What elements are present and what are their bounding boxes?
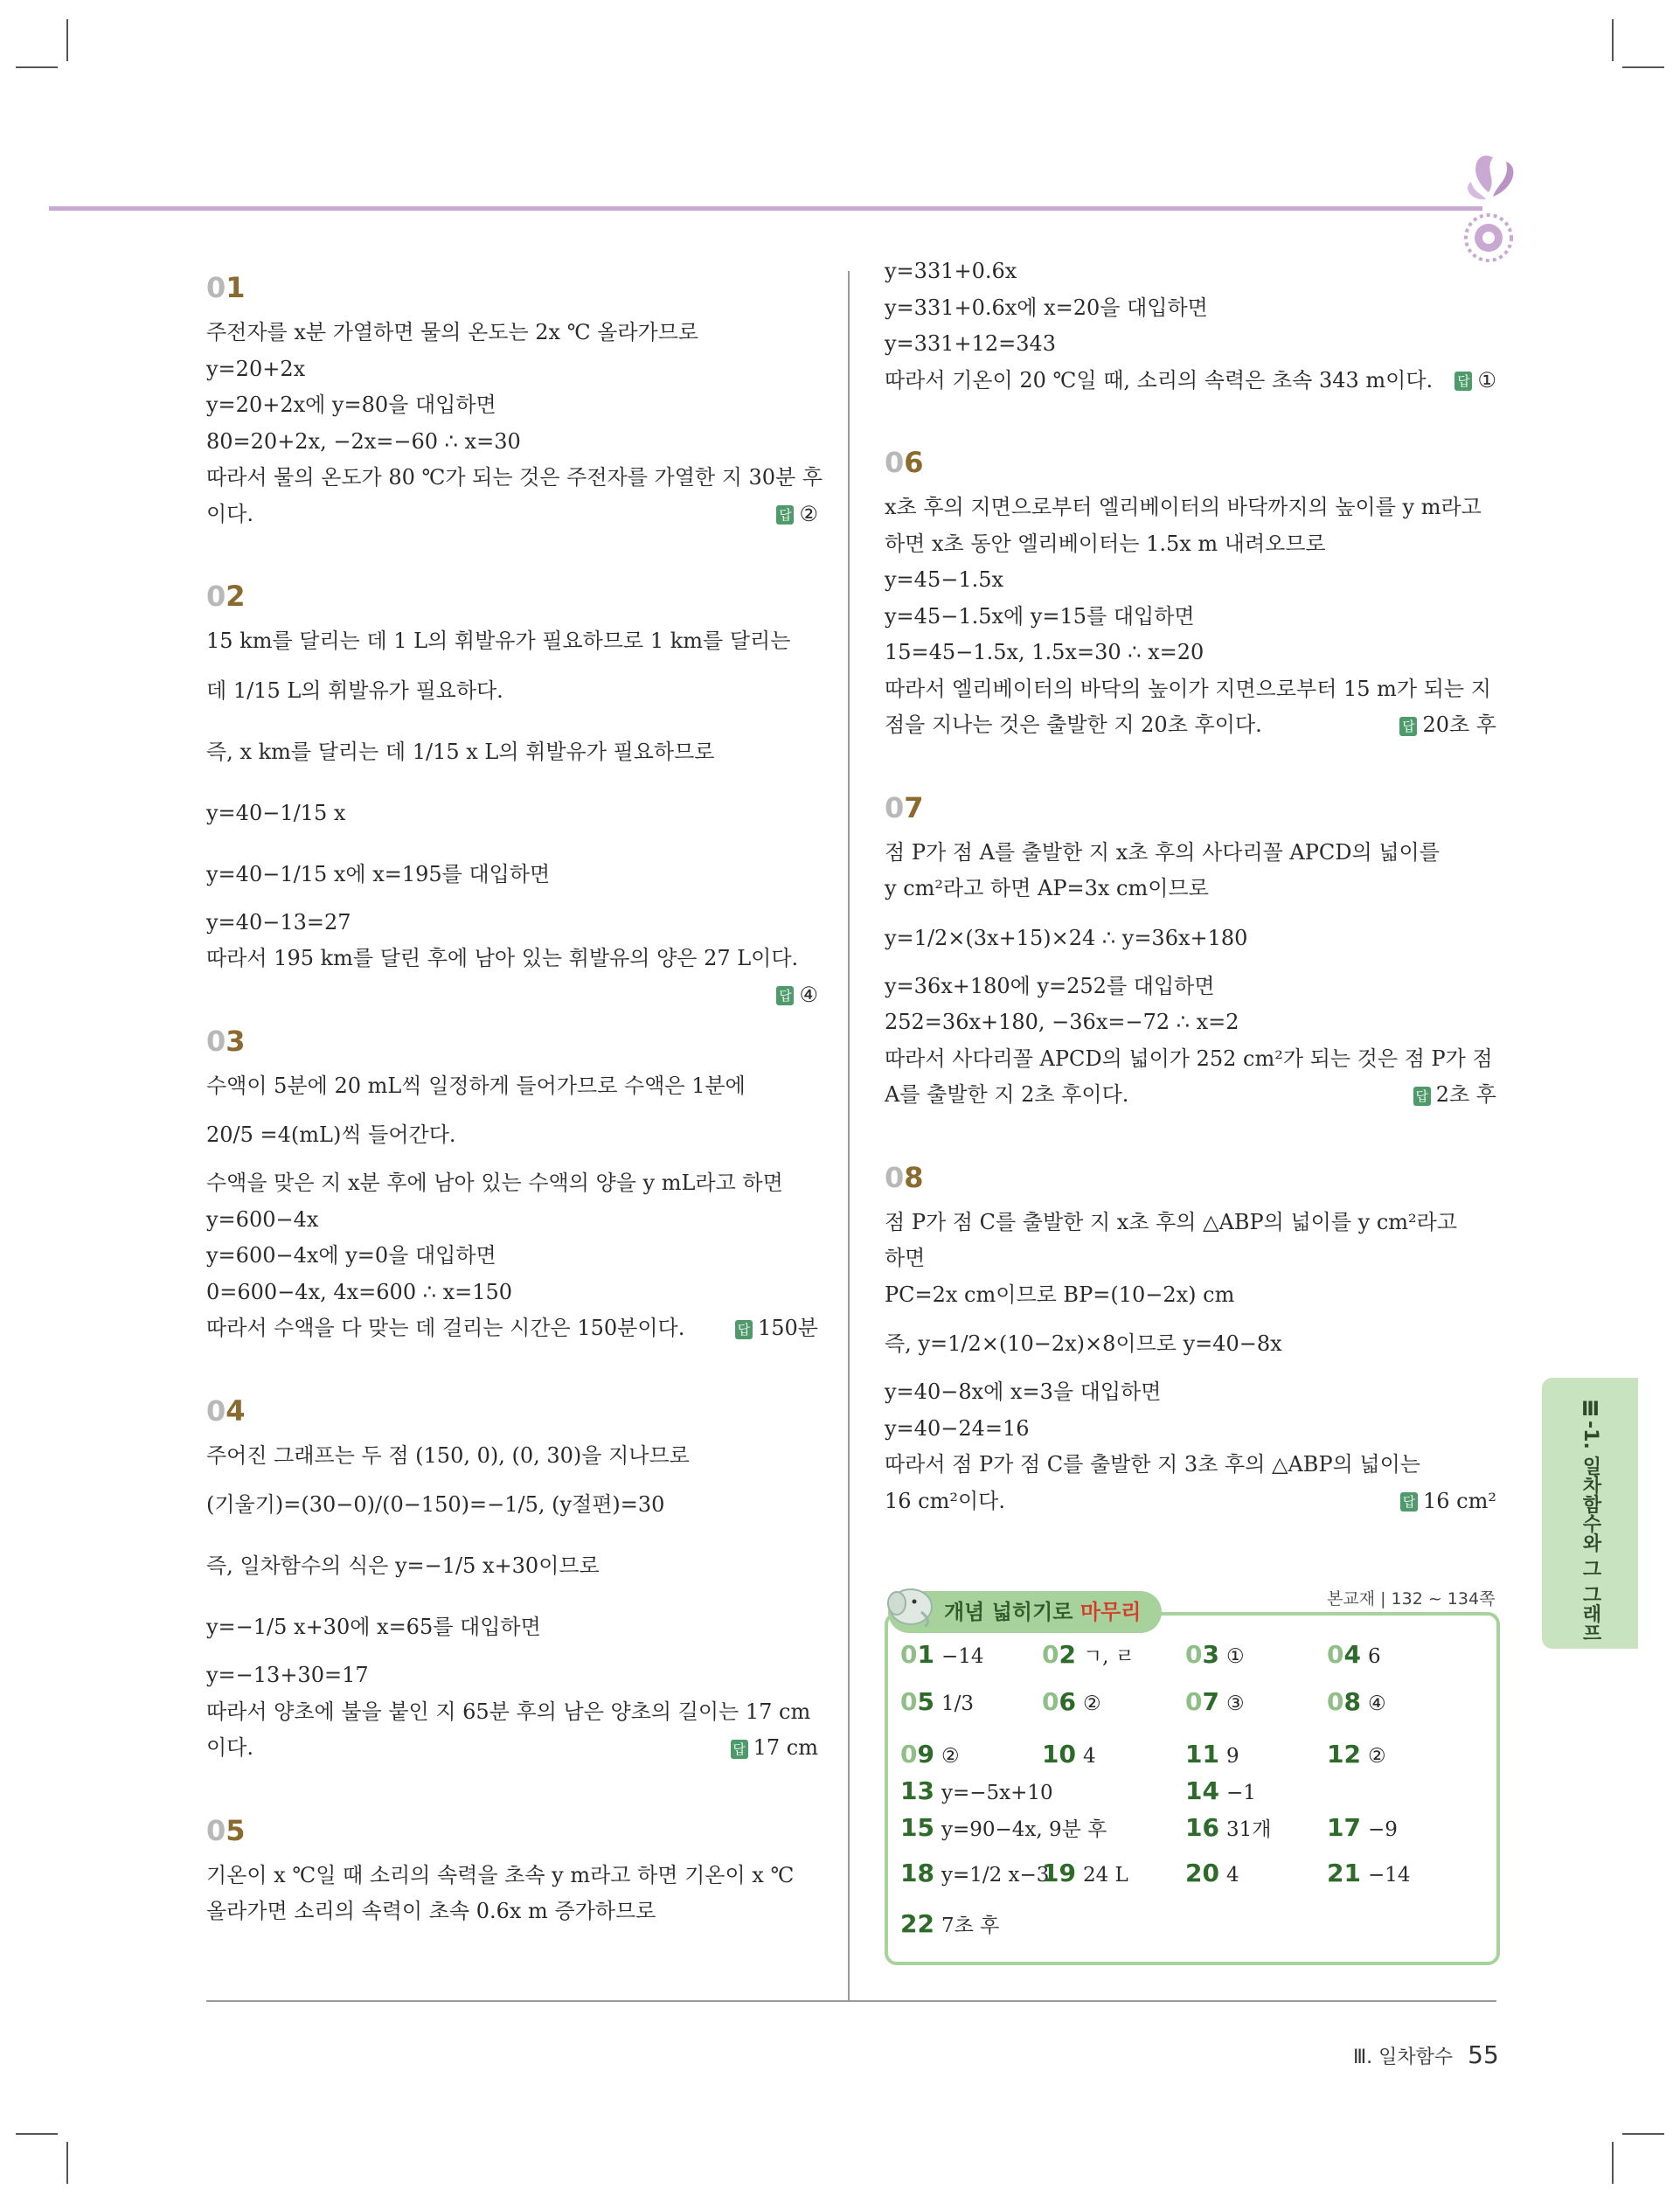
solution-line: 하면 x초 동안 엘리베이터는 1.5x m 내려오므로 bbox=[885, 531, 1326, 556]
problem-08 bbox=[885, 1161, 1496, 1520]
crop-mark bbox=[1612, 2142, 1614, 2184]
answer-badge-icon: 답 bbox=[1454, 372, 1472, 391]
solution-line: 즉, y=1/2×(10−2x)×8이므로 y=40−8x bbox=[885, 1331, 1282, 1356]
solution-line: 점을 지나는 것은 출발한 지 20초 후이다. bbox=[885, 712, 1262, 737]
summary-item bbox=[1042, 1687, 1101, 1716]
answer-label bbox=[1454, 363, 1496, 400]
solution-line: y=600−4x bbox=[206, 1206, 319, 1232]
problem-02 bbox=[206, 580, 818, 1007]
problem-07 bbox=[885, 791, 1496, 1114]
item-number: 10 bbox=[1042, 1740, 1076, 1769]
answer-value: 2초 후 bbox=[1435, 1082, 1496, 1107]
crop-mark bbox=[1622, 2133, 1664, 2135]
problem-05-continued bbox=[885, 254, 1496, 399]
summary-title-main: 개념 넓히기로 bbox=[944, 1600, 1073, 1624]
item-number: 20 bbox=[1185, 1859, 1219, 1887]
solution-line: y=331+0.6x에 x=20을 대입하면 bbox=[885, 295, 1208, 320]
chapter-side-tab-label: Ⅲ-1. 일차함수와 그 그래프 bbox=[1579, 1399, 1601, 1643]
item-answer: ② bbox=[1082, 1692, 1101, 1715]
item-number: 11 bbox=[1185, 1740, 1219, 1769]
crop-mark bbox=[16, 66, 58, 68]
item-answer: 7초 후 bbox=[941, 1915, 1000, 1937]
item-answer: ② bbox=[941, 1745, 960, 1768]
problem-06 bbox=[885, 446, 1496, 744]
solution-line: y=40−13=27 bbox=[206, 909, 351, 935]
solution-line: (기울기)=(30−0)/(0−150)=−1/5, (y절편)=30 bbox=[206, 1492, 665, 1517]
summary-item bbox=[1327, 1740, 1386, 1769]
right-column bbox=[885, 259, 1496, 1519]
answer-value: ④ bbox=[799, 982, 818, 1007]
solution-line: y=40−8x에 x=3을 대입하면 bbox=[885, 1379, 1162, 1404]
item-answer: 1/3 bbox=[941, 1692, 974, 1715]
answer-value: 150분 bbox=[758, 1316, 818, 1340]
answer-value: ① bbox=[1477, 367, 1496, 393]
item-number: 15 bbox=[900, 1813, 934, 1842]
item-answer: 24 L bbox=[1082, 1864, 1128, 1887]
item-answer: ③ bbox=[1225, 1692, 1245, 1715]
summary-item bbox=[1042, 1859, 1128, 1887]
summary-item bbox=[1042, 1740, 1096, 1769]
answer-badge-icon: 답 bbox=[1399, 717, 1417, 736]
bottom-rule bbox=[206, 2000, 1496, 2002]
footer-chapter: Ⅲ. 일차함수 bbox=[1353, 2047, 1454, 2068]
summary-item bbox=[900, 1859, 1049, 1887]
problem-number: 05 bbox=[206, 1813, 246, 1847]
solution-line: y=36x+180에 y=252를 대입하면 bbox=[885, 973, 1215, 998]
summary-item bbox=[1185, 1859, 1239, 1887]
item-answer: ㄱ, ㄹ bbox=[1082, 1645, 1135, 1668]
item-number: 19 bbox=[1042, 1859, 1076, 1887]
summary-item bbox=[1185, 1687, 1245, 1716]
problem-number: 07 bbox=[885, 790, 924, 824]
crop-mark bbox=[16, 2133, 58, 2135]
answer-value: 17 cm bbox=[753, 1735, 818, 1760]
solution-line: y=1/2×(3x+15)×24 ∴ y=36x+180 bbox=[885, 925, 1248, 950]
problem-number: 02 bbox=[206, 580, 246, 613]
solution-line: 올라가면 소리의 속력이 초속 0.6x m 증가하므로 bbox=[206, 1899, 656, 1923]
column-divider bbox=[848, 271, 850, 2002]
item-answer: 6 bbox=[1367, 1645, 1381, 1668]
item-answer: −1 bbox=[1225, 1782, 1256, 1804]
item-number: 14 bbox=[1185, 1776, 1219, 1805]
answer-badge-icon: 답 bbox=[731, 1740, 748, 1759]
item-number: 01 bbox=[900, 1640, 934, 1669]
summary-item bbox=[1327, 1859, 1411, 1887]
item-number: 18 bbox=[900, 1859, 934, 1887]
elephant-mascot-icon bbox=[883, 1581, 937, 1630]
summary-item bbox=[1185, 1640, 1245, 1669]
item-number: 16 bbox=[1185, 1813, 1219, 1842]
answer-value: 20초 후 bbox=[1422, 712, 1496, 737]
summary-item bbox=[900, 1687, 974, 1716]
header-rule bbox=[49, 206, 1482, 211]
problem-04 bbox=[206, 1394, 818, 1767]
problem-number: 01 bbox=[206, 271, 246, 304]
solution-line: 15=45−1.5x, 1.5x=30 ∴ x=20 bbox=[885, 640, 1204, 664]
solution-line: 주전자를 x분 가열하면 물의 온도는 2x ℃ 올라가므로 bbox=[206, 320, 699, 344]
crop-mark bbox=[1622, 66, 1664, 68]
answer-badge-icon: 답 bbox=[1400, 1492, 1418, 1512]
item-answer: 31개 bbox=[1225, 1818, 1272, 1841]
solution-line: 따라서 물의 온도가 80 ℃가 되는 것은 주전자를 가열한 지 30분 후 bbox=[206, 465, 823, 490]
page-footer bbox=[1353, 2040, 1499, 2069]
item-number: 02 bbox=[1042, 1640, 1076, 1669]
answer-badge-icon: 답 bbox=[776, 986, 794, 1005]
flower-ornament-icon bbox=[1449, 140, 1528, 262]
item-number: 09 bbox=[900, 1740, 934, 1769]
solution-line: y=40−1/15 x에 x=195를 대입하면 bbox=[206, 861, 551, 886]
answer-label bbox=[1399, 707, 1496, 744]
item-number: 06 bbox=[1042, 1687, 1076, 1716]
solution-line: 기온이 x ℃일 때 소리의 속력을 초속 y m라고 하면 기온이 x ℃ bbox=[206, 1862, 795, 1887]
solution-line: y cm²라고 하면 AP=3x cm이므로 bbox=[885, 876, 1209, 900]
solution-line: 수액을 맞은 지 x분 후에 남아 있는 수액의 양을 y mL라고 하면 bbox=[206, 1171, 783, 1195]
crop-mark bbox=[1612, 19, 1614, 61]
item-answer: −14 bbox=[1367, 1864, 1411, 1887]
page-number: 55 bbox=[1468, 2040, 1499, 2069]
item-number: 12 bbox=[1327, 1740, 1361, 1769]
problem-05 bbox=[206, 1814, 818, 1930]
summary-item bbox=[1327, 1640, 1381, 1669]
item-number: 13 bbox=[900, 1776, 934, 1805]
solution-line: 따라서 점 P가 점 C를 출발한 지 3초 후의 △ABP의 넓이는 bbox=[885, 1452, 1420, 1477]
summary-item bbox=[900, 1740, 960, 1769]
solution-line: 0=600−4x, 4x=600 ∴ x=150 bbox=[206, 1279, 513, 1304]
answer-badge-icon: 답 bbox=[1413, 1087, 1431, 1106]
solution-line: y=331+12=343 bbox=[885, 331, 1057, 356]
problem-number: 04 bbox=[206, 1393, 246, 1428]
summary-item bbox=[900, 1909, 999, 1938]
item-answer: y=90−4x, 9분 후 bbox=[941, 1818, 1107, 1841]
solution-line: y=−1/5 x+30에 x=65를 대입하면 bbox=[206, 1615, 541, 1639]
crop-mark bbox=[66, 19, 68, 61]
item-number: 07 bbox=[1185, 1687, 1219, 1716]
solution-line: y=40−24=16 bbox=[885, 1415, 1030, 1441]
item-answer: 4 bbox=[1225, 1864, 1239, 1887]
solution-line: 252=36x+180, −36x=−72 ∴ x=2 bbox=[885, 1010, 1239, 1034]
item-answer: ④ bbox=[1367, 1692, 1386, 1715]
summary-page-reference: 본교재 | 132 ~ 134쪽 bbox=[1327, 1589, 1496, 1609]
crop-mark bbox=[66, 2142, 68, 2184]
solution-line: 20/5 =4(mL)씩 들어간다. bbox=[206, 1122, 456, 1147]
item-number: 03 bbox=[1185, 1640, 1219, 1669]
solution-line: y=600−4x에 y=0을 대입하면 bbox=[206, 1243, 496, 1268]
solution-line: PC=2x cm이므로 BP=(10−2x) cm bbox=[885, 1282, 1235, 1307]
problem-number: 03 bbox=[206, 1024, 246, 1058]
solution-line: 16 cm²이다. bbox=[885, 1488, 1005, 1513]
summary-item bbox=[1042, 1640, 1135, 1669]
summary-item bbox=[900, 1813, 1107, 1842]
item-answer: y=1/2 x−3 bbox=[941, 1864, 1050, 1887]
solution-line: 즉, x km를 달리는 데 1/15 x L의 휘발유가 필요하므로 bbox=[206, 739, 715, 764]
solution-line: 수액이 5분에 20 mL씩 일정하게 들어가므로 수액은 1분에 bbox=[206, 1073, 746, 1098]
item-answer: 4 bbox=[1082, 1745, 1096, 1768]
solution-line: A를 출발한 지 2초 후이다. bbox=[885, 1082, 1129, 1107]
solution-line: 점 P가 점 C를 출발한 지 x초 후의 △ABP의 넓이를 y cm²라고 bbox=[885, 1209, 1458, 1234]
answer-label bbox=[1400, 1484, 1496, 1520]
answer-badge-icon: 답 bbox=[776, 505, 794, 525]
answer-label bbox=[735, 1310, 818, 1347]
item-answer: ② bbox=[1367, 1745, 1386, 1768]
item-answer: ① bbox=[1225, 1645, 1245, 1668]
solution-line: 따라서 양초에 불을 붙인 지 65분 후의 남은 양초의 길이는 17 cm bbox=[206, 1699, 811, 1724]
solution-line: y=45−1.5x에 y=15를 대입하면 bbox=[885, 603, 1195, 629]
answer-badge-icon: 답 bbox=[735, 1320, 753, 1339]
solution-line: y=20+2x에 y=80을 대입하면 bbox=[206, 393, 496, 417]
answer-value: 16 cm² bbox=[1423, 1488, 1496, 1513]
solution-line: y=−13+30=17 bbox=[206, 1663, 369, 1687]
item-answer: −14 bbox=[941, 1645, 984, 1668]
solution-line: 점 P가 점 A를 출발한 지 x초 후의 사다리꼴 APCD의 넓이를 bbox=[885, 839, 1440, 865]
solution-line: 하면 bbox=[885, 1246, 926, 1270]
item-number: 08 bbox=[1327, 1687, 1361, 1716]
summary-item bbox=[900, 1776, 1053, 1805]
solution-line: 즉, 일차함수의 식은 y=−1/5 x+30이므로 bbox=[206, 1553, 600, 1578]
summary-item bbox=[1185, 1776, 1256, 1805]
solution-line: 80=20+2x, −2x=−60 ∴ x=30 bbox=[206, 428, 521, 454]
answer-value: ② bbox=[799, 501, 818, 526]
summary-item bbox=[1327, 1813, 1398, 1842]
chapter-side-tab bbox=[1542, 1378, 1638, 1649]
summary-item bbox=[900, 1640, 984, 1669]
answer-label bbox=[776, 497, 818, 533]
item-number: 21 bbox=[1327, 1859, 1361, 1887]
problem-number: 08 bbox=[885, 1160, 924, 1194]
summary-item bbox=[1185, 1813, 1271, 1842]
item-number: 04 bbox=[1327, 1640, 1361, 1669]
item-number: 17 bbox=[1327, 1813, 1361, 1842]
summary-item bbox=[1185, 1740, 1239, 1769]
item-answer: −9 bbox=[1367, 1818, 1398, 1841]
problem-01 bbox=[206, 271, 823, 532]
problem-03 bbox=[206, 1025, 818, 1347]
solution-line: 따라서 195 km를 달린 후에 남아 있는 휘발유의 양은 27 L이다. bbox=[206, 946, 799, 970]
solution-line: y=331+0.6x bbox=[885, 259, 1017, 283]
solution-line: y=40−1/15 x bbox=[206, 800, 346, 825]
item-number: 22 bbox=[900, 1909, 934, 1938]
solution-line: 이다. bbox=[206, 501, 253, 526]
solution-line: y=20+2x bbox=[206, 356, 306, 381]
solution-line: 따라서 수액을 다 맞는 데 걸리는 시간은 150분이다. bbox=[206, 1316, 685, 1340]
solution-line: 이다. bbox=[206, 1735, 253, 1760]
solution-line: y=45−1.5x bbox=[885, 567, 1004, 592]
item-number: 05 bbox=[900, 1687, 934, 1716]
solution-line: 따라서 기온이 20 ℃일 때, 소리의 속력은 초속 343 m이다. bbox=[885, 367, 1434, 393]
answer-label bbox=[731, 1730, 818, 1767]
item-answer: y=−5x+10 bbox=[941, 1782, 1053, 1804]
left-column bbox=[206, 271, 823, 1930]
solution-line: 15 km를 달리는 데 1 L의 휘발유가 필요하므로 1 km를 달리는 bbox=[206, 629, 791, 653]
solution-line: 주어진 그래프는 두 점 (150, 0), (0, 30)을 지나므로 bbox=[206, 1442, 690, 1468]
solution-line: 데 1/15 L의 휘발유가 필요하다. bbox=[206, 678, 503, 703]
answer-label bbox=[1413, 1077, 1496, 1114]
answer-label bbox=[776, 977, 818, 1014]
solution-line: 따라서 사다리꼴 APCD의 넓이가 252 cm²가 되는 것은 점 P가 점 bbox=[885, 1046, 1493, 1071]
solution-line: x초 후의 지면으로부터 엘리베이터의 바닥까지의 높이를 y m라고 bbox=[885, 495, 1482, 519]
summary-title-accent: 마무리 bbox=[1080, 1600, 1142, 1624]
problem-number: 06 bbox=[885, 446, 924, 479]
solution-line: 따라서 엘리베이터의 바닥의 높이가 지면으로부터 15 m가 되는 지 bbox=[885, 676, 1491, 701]
summary-item bbox=[1327, 1687, 1386, 1716]
item-answer: 9 bbox=[1225, 1745, 1239, 1768]
